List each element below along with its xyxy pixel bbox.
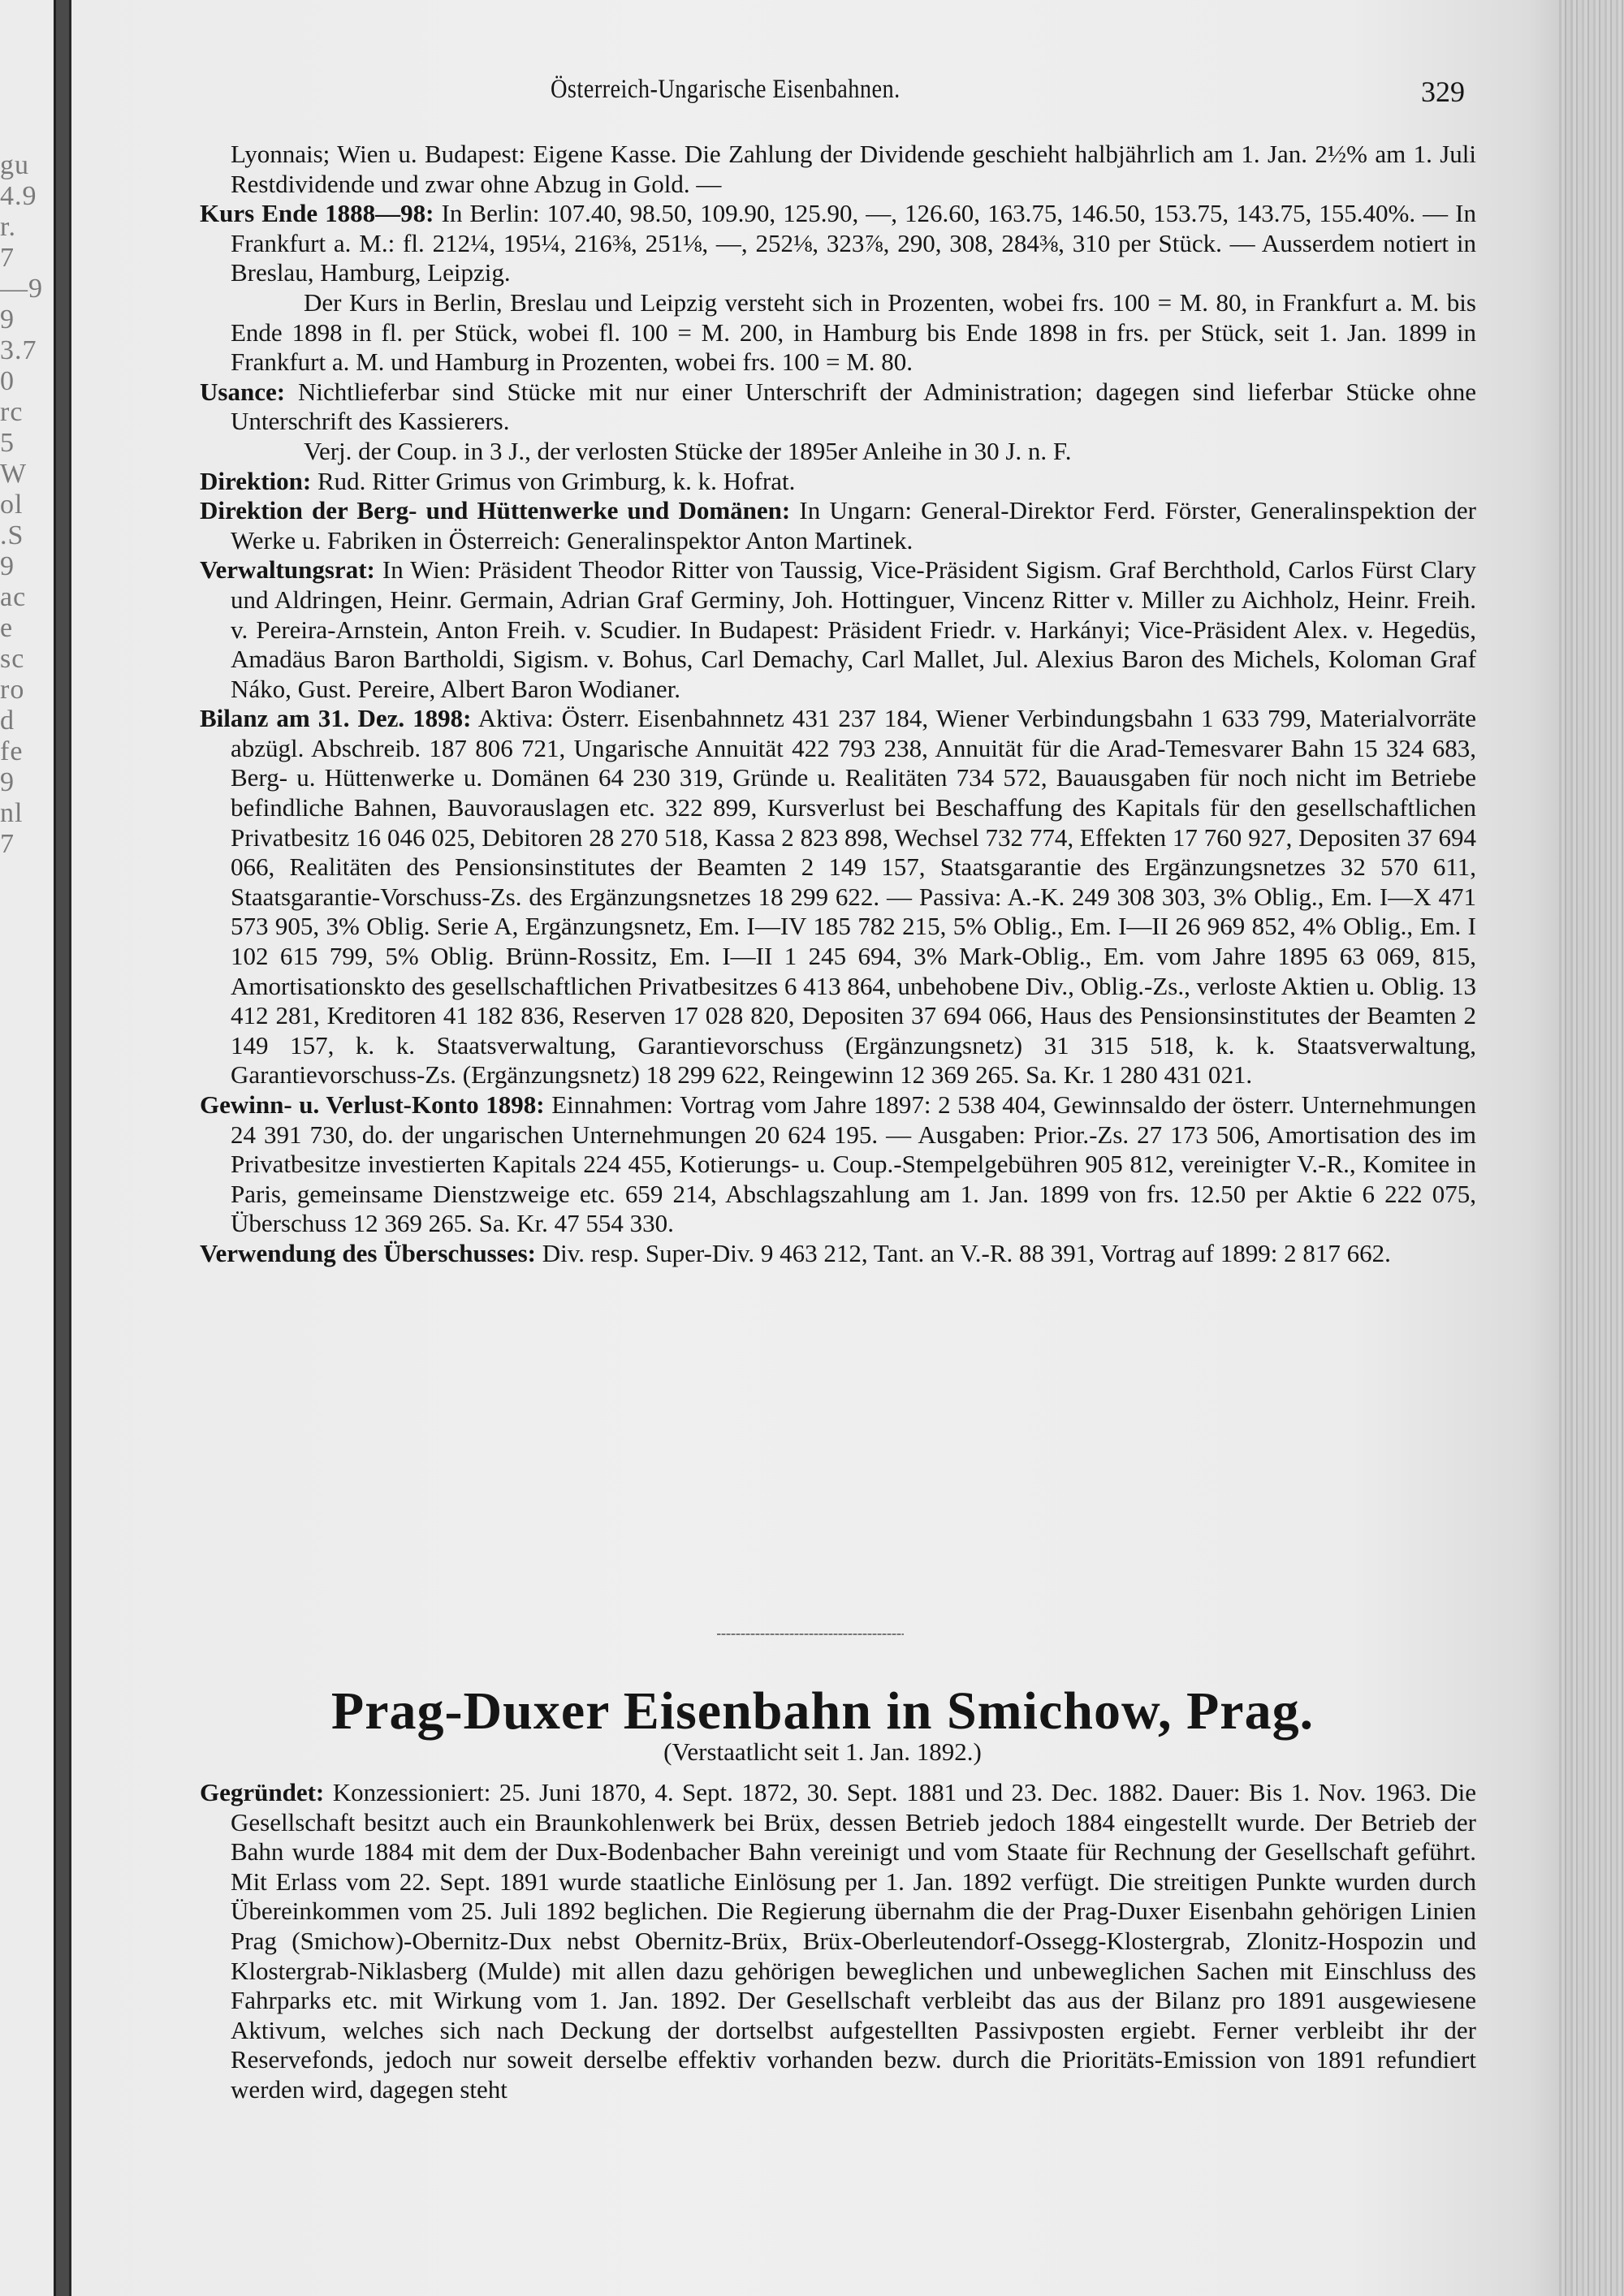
bleed-text-fragment: ro — [0, 675, 25, 705]
bleed-text-fragment: sc — [0, 644, 25, 674]
bleed-text-fragment: 4.9 — [0, 181, 37, 211]
entry-text: Der Kurs in Berlin, Breslau und Leipzig versteht sich in Prozenten, wobei frs. 100 = M. 80, in Frankfurt a. M. bis Ende 1898 in fl. per Stück, wobei fl. 100 = M. 200, in Hamburg bis Ende 1898 in frs. per Stück, seit 1. Jan. 1899 in Frankfurt a. M. und Hamburg in Prozenten, wobei frs. 100 = M. 80. — [231, 287, 1476, 377]
entry-text: Rud. Ritter Grimus von Grimburg, k. k. Hofrat. — [317, 466, 796, 495]
paragraph — [200, 704, 1476, 1090]
entry-label: Gewinn- u. Verlust-Konto 1898: — [200, 1090, 545, 1119]
entry-text: In Berlin: 107.40, 98.50, 109.90, 125.90, —, 126.60, 163.75, 146.50, 153.75, 143.75, 155.40%. — In Frankfurt a. M.: fl. 212¼, 195¼, 216⅜, 251⅛, —, 252⅛, 323⅞, 290, 308, 284⅜, 310 per Stück. — Ausserdem notiert in Breslau, Hamburg, Leipzig. — [231, 199, 1476, 287]
paragraph — [200, 437, 1476, 467]
section-divider — [717, 1634, 904, 1635]
paragraph — [200, 1090, 1476, 1239]
paragraph — [200, 288, 1476, 378]
entry-text: In Ungarn: General-Direktor Ferd. Förster, Generalinspektion der Werke u. Fabriken in Österreich: Generalinspektor Anton Martinek. — [231, 496, 1477, 555]
bleed-text-fragment: 5 — [0, 428, 15, 458]
bleed-text-fragment: 0 — [0, 366, 15, 396]
bleed-text-fragment: ol — [0, 490, 24, 520]
bleed-text-fragment: ac — [0, 582, 27, 612]
bleed-text-fragment: rc — [0, 397, 24, 427]
company-title: Prag-Duxer Eisenbahn in Smichow, Prag. — [330, 1681, 1315, 1741]
bleed-text-fragment: .S — [0, 520, 24, 550]
bleed-text-fragment: r. — [0, 212, 16, 242]
book-spine-gutter — [54, 0, 71, 2296]
facing-page-bleed — [0, 0, 54, 2296]
paragraph — [200, 1239, 1476, 1269]
bleed-text-fragment: 3.7 — [0, 335, 37, 365]
entry-text: Konzessioniert: 25. Juni 1870, 4. Sept. 1872, 30. Sept. 1881 und 23. Dec. 1882. Dauer: Bis 1. Nov. 1963. Die Gesellschaft besitzt auch ein Braunkohlenwerk bei Brüx, dessen Betrieb jedoch 1884 eingestellt wurde. Der Betrieb der Bahn wurde 1884 mit dem der Dux-Bodenbacher Bahn vereinigt und vom Staate für Rechnung der Gesellschaft geführt. Mit Erlass vom 22. Sept. 1891 wurde staatliche Einlösung per 1. Jan. 1892 verfügt. Die streitigen Punkte wurden durch Übereinkommen vom 25. Juli 1892 beglichen. Die Regierung übernahm die der Prag-Duxer Eisenbahn gehörigen Linien Prag (Smichow)-Obernitz-Dux nebst Obernitz-Brüx, Brüx-Oberleutendorf-Ossegg-Klostergrab, Zlonitz-Hospozin und Klostergrab-Niklasberg (Mulde) mit allen dazu gehörigen beweglichen und unbeweglichen Sachen mit Einschluss des Fahrparks etc. mit Wirkung vom 1. Jan. 1892. Der Gesellschaft verbleibt das aus der Bilanz pro 1891 ausgewiesene Aktivum, welches sich nach Deckung der dortselbst aufgestellten Passivposten ergiebt. Ferner verbleibt ihr der Reservefonds, jedoch nur soweit derselbe effektiv vorhanden bezw. durch die Prioritäts-Emission von 1891 refundiert werden wird, dagegen steht — [231, 1778, 1476, 2104]
entry-label: Usance: — [200, 377, 286, 406]
entry-label: Gegründet: — [200, 1778, 325, 1806]
paragraph — [200, 199, 1476, 288]
paragraph — [200, 555, 1476, 704]
entry-text: In Wien: Präsident Theodor Ritter von Taussig, Vice-Präsident Sigism. Graf Berchthold, Carlos Fürst Clary und Aldringen, Heinr. Germain, Adrian Graf Germiny, Joh. Hottinguer, Vincenz Ritter v. Miller zu Aichholz, Heinr. Freih. v. Pereira-Arnstein, Anton Freih. v. Scudier. In Budapest: Präsident Friedr. v. Harkányi; Vice-Präsident Alex. v. Hegedüs, Amadäus Baron Bartholdi, Sigism. v. Bohus, Carl Demachy, Carl Mallet, Jul. Alexius Baron des Michels, Koloman Graf Náko, Gust. Pereire, Albert Baron Wodianer. — [231, 555, 1477, 703]
bleed-text-fragment: gu — [0, 150, 29, 180]
bleed-text-fragment: 9 — [0, 767, 15, 797]
entry-text: Nichtlieferbar sind Stücke mit nur einer Unterschrift der Administration; dagegen sind lieferbar Stücke ohne Unterschrift des Kassierers. — [231, 377, 1477, 436]
entry-label: Bilanz am 31. Dez. 1898: — [200, 704, 472, 733]
entry-label: Kurs Ende 1888—98: — [200, 199, 434, 228]
bleed-text-fragment: d — [0, 706, 15, 736]
entry-label: Verwendung des Überschusses: — [200, 1238, 536, 1267]
bleed-text-fragment: 9 — [0, 304, 15, 334]
paragraph — [200, 378, 1476, 437]
running-head-title: Österreich-Ungarische Eisenbahnen. — [551, 75, 901, 104]
company-entry-section-2 — [200, 1778, 1476, 2105]
bleed-text-fragment: 9 — [0, 551, 15, 581]
entry-text: Aktiva: Österr. Eisenbahnnetz 431 237 184, Wiener Verbindungsbahn 1 633 799, Materialvorräte abzügl. Abschreib. 187 806 721, Ungarische Annuität 422 793 238, Annuität für die Arad-Temesvarer Bahn 15 324 683, Berg- u. Hüttenwerke u. Domänen 64 230 319, Gründe u. Realitäten 734 572, Bauausgaben für noch nicht im Betriebe befindliche Bahnen, Bauvorauslagen etc. 322 899, Kursverlust bei Beschaffung des Kapitals für den gesellschaftlichen Privatbesitz 16 046 025, Debitoren 28 270 518, Kassa 2 823 898, Wechsel 732 774, Effekten 17 760 927, Depositen 37 694 066, Realitäten des Pensionsinstitutes der Beamten 2 149 157, Staatsgarantie des Ergänzungsnetzes 32 570 611, Staatsgarantie-Vorschuss-Zs. des Ergänzungsnetzes 18 299 622. — Passiva: A.-K. 249 308 303, 3% Oblig., Em. I—X 471 573 905, 3% Oblig. Serie A, Ergänzungsnetz, Em. I—IV 185 782 215, 5% Oblig., Em. I—II 26 969 852, 4% Oblig., Em. I 102 615 799, 5% Oblig. Brünn-Rossitz, Em. I—II 1 245 694, 3% Mark-Oblig., Em. vom Jahre 1895 63 069, 815, Amortisationskto des gesellschaftlichen Privatbesitzes 6 413 864, unbehobene Div., Oblig.-Zs., verloste Aktien u. Oblig. 13 412 281, Kreditoren 41 182 836, Reserven 17 028 820, Depositen 37 694 066, Haus des Pensionsinstitutes der Beamten 2 149 157, k. k. Staatsverwaltung, Garantievorschuss (Ergänzungsnetz) 31 315 518, k. k. Staatsverwaltung, Garantievorschuss-Zs. (Ergänzungsnetz) 18 299 622, Reingewinn 12 369 265. Sa. Kr. 1 280 431 021. — [231, 704, 1476, 1090]
page-edge-shadow — [1559, 0, 1624, 2296]
entry-label: Direktion: — [200, 466, 312, 495]
bleed-text-fragment: 7 — [0, 243, 15, 273]
company-subtitle: (Verstaatlicht seit 1. Jan. 1892.) — [663, 1737, 982, 1766]
bleed-text-fragment: —9 — [0, 274, 43, 304]
bleed-text-fragment: fe — [0, 736, 24, 766]
entry-text: Verj. der Coup. in 3 J., der verlosten Stücke der 1895er Anleihe in 30 J. n. F. — [304, 436, 1072, 465]
bleed-text-fragment: nl — [0, 798, 24, 828]
paragraph — [200, 496, 1476, 555]
entry-text: Einnahmen: Vortrag vom Jahre 1897: 2 538 404, Gewinnsaldo der österr. Unternehmungen 24 391 730, do. der ungarischen Unternehmungen 20 624 195. — Ausgaben: Prior.-Zs. 27 173 506, Amortisation des im Privatbesitze investierten Kapitals 224 455, Kotierungs- u. Coup.-Stempelgebühren 905 812, vereinigter V.-R., Komitee in Paris, gemeinsame Dienstzweige etc. 659 214, Abschlagszahlung am 1. Jan. 1899 von frs. 12.50 per Aktie 6 222 075, Überschuss 12 369 265. Sa. Kr. 47 554 330. — [231, 1090, 1477, 1238]
page-number: 329 — [1421, 76, 1465, 108]
company-entry-section — [200, 140, 1476, 1269]
paragraph — [200, 140, 1476, 199]
entry-text: Div. resp. Super-Div. 9 463 212, Tant. an V.-R. 88 391, Vortrag auf 1899: 2 817 662. — [542, 1238, 1391, 1267]
book-page — [71, 0, 1574, 2296]
paragraph — [200, 467, 1476, 497]
entry-text: Lyonnais; Wien u. Budapest: Eigene Kasse. Die Zahlung der Dividende geschieht halbjährlich am 1. Jan. 2½% am 1. Juli Restdividende und zwar ohne Abzug in Gold. — — [231, 140, 1476, 198]
bleed-text-fragment: W — [0, 459, 28, 489]
paragraph — [200, 1778, 1476, 2105]
entry-label: Verwaltungsrat: — [200, 555, 375, 585]
bleed-text-fragment: e — [0, 613, 14, 643]
bleed-text-fragment: 7 — [0, 829, 15, 859]
entry-label: Direktion der Berg- und Hüttenwerke und Domänen: — [200, 496, 791, 525]
